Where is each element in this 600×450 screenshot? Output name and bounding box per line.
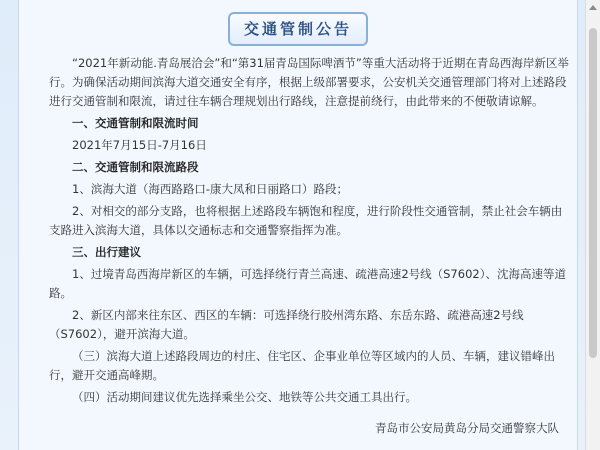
notice-card [18,0,578,450]
vertical-scrollbar[interactable] [585,0,600,450]
section3-item2: 2、新区内部来往东区、西区的车辆：可选择绕行胶州湾东路、东岳东路、疏港高速2号线（S7602），避开滨海大道。 [49,308,524,341]
section3-item1: 1、过境青岛西海岸新区的车辆，可选择绕行青兰高速、疏港高速2号线（S7602）、沈海高速等道路。 [49,267,566,300]
section3-item3: （三）滨海大道上述路段周边的村庄、住宅区、企事业单位等区域内的人员、车辆，建议错峰出行，避开交通高峰期。 [49,349,555,382]
section2-item2: 2、对相交的部分支路，也将根据上述路段车辆饱和程度，进行阶段性交通管制，禁止社会车辆由支路进入滨海大道，具体以交通标志和交通警察指挥为准。 [49,204,563,237]
section3-heading: 三、出行建议 [72,245,141,259]
section2-heading: 二、交通管制和限流路段 [72,160,199,174]
notice-title: 交通管制公告 [228,12,368,46]
scroll-up-arrow-icon[interactable] [589,5,597,10]
scrollbar-thumb[interactable] [589,28,597,358]
intro-paragraph: “2021年新动能.青岛展洽会”和“第31届青岛国际啤酒节”等重大活动将于近期在青岛西海岸新区举行。为确保活动期间滨海大道交通安全有序，根据上级部署要求，公安机关交通管理部门将对上述路段进行交通管制和限流，请过往车辆合理规划出行路线，注意提前绕行，由此带来的不便敬请谅解。 [49,56,569,108]
section1-heading: 一、交通管制和限流时间 [72,116,199,130]
section1-date: 2021年7月15日-7月16日 [72,138,207,152]
title-wrap [19,12,577,46]
signature: 青岛市公安局黄岛分局交通警察大队 [375,421,559,435]
section3-item4: （四）活动期间建议优先选择乘坐公交、地铁等公共交通工具出行。 [72,390,417,404]
section2-item1: 1、滨海大道（海西路路口-康大凤和日丽路口）路段； [72,182,348,196]
notice-content [49,54,569,410]
